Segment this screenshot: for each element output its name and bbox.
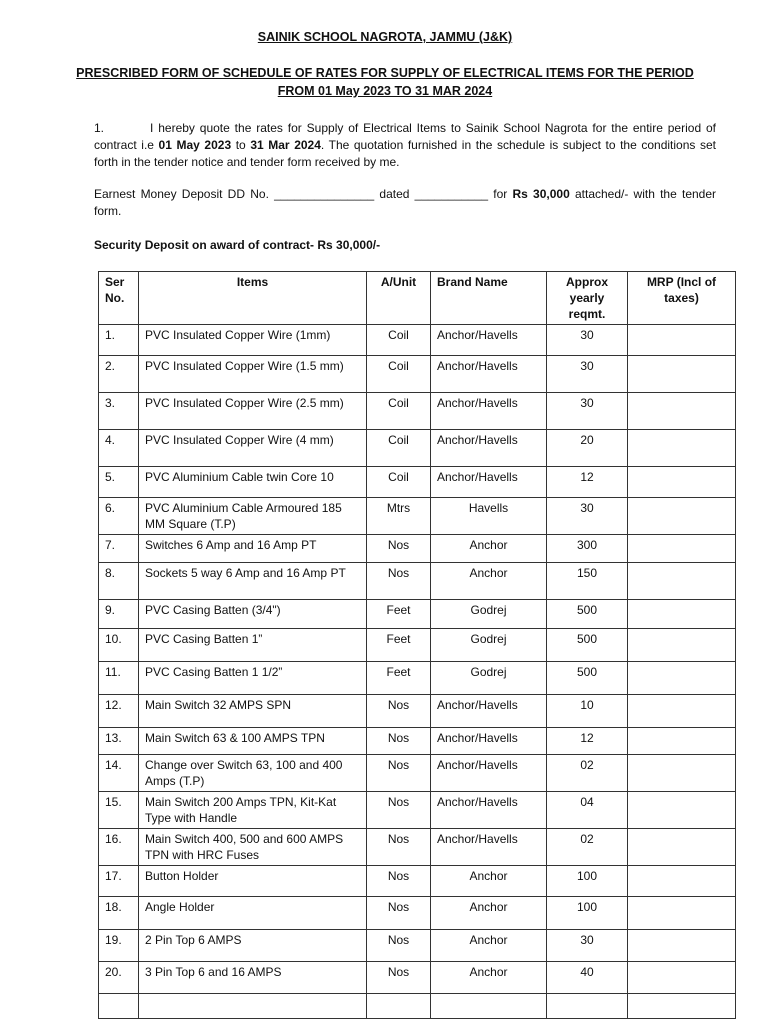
ser-cell: 15. xyxy=(99,792,139,829)
unit-cell: Coil xyxy=(367,393,431,430)
mrp-cell xyxy=(628,829,736,866)
mrp-cell xyxy=(628,897,736,930)
form-title-line1: PRESCRIBED FORM OF SCHEDULE OF RATES FOR SUPPLY OF ELECTRICAL ITEMS FOR THE PERIOD xyxy=(76,66,694,80)
ser-cell: 5. xyxy=(99,467,139,498)
brand-cell: Anchor xyxy=(431,962,547,994)
unit-cell: Coil xyxy=(367,467,431,498)
empty-cell xyxy=(367,994,431,1019)
unit-cell: Nos xyxy=(367,563,431,600)
item-cell: PVC Casing Batten 1 1/2” xyxy=(139,662,367,695)
security-deposit-note: Security Deposit on award of contract- Rs 30,000/- xyxy=(94,238,381,252)
qty-cell: 10 xyxy=(547,695,628,728)
table-row xyxy=(99,728,736,755)
mrp-cell xyxy=(628,467,736,498)
ser-cell: 4. xyxy=(99,430,139,467)
mrp-cell xyxy=(628,695,736,728)
unit-cell: Feet xyxy=(367,600,431,629)
header-items: Items xyxy=(139,272,367,325)
ser-cell: 18. xyxy=(99,897,139,930)
mrp-cell xyxy=(628,930,736,962)
mrp-cell xyxy=(628,393,736,430)
date-from: 01 May 2023 xyxy=(158,138,232,152)
qty-cell: 12 xyxy=(547,467,628,498)
qty-cell: 100 xyxy=(547,866,628,897)
unit-cell: Nos xyxy=(367,897,431,930)
ser-cell: 17. xyxy=(99,866,139,897)
table-row xyxy=(99,792,736,829)
qty-cell: 40 xyxy=(547,962,628,994)
brand-cell: Anchor/Havells xyxy=(431,356,547,393)
item-cell: PVC Insulated Copper Wire (4 mm) xyxy=(139,430,367,467)
qty-cell: 30 xyxy=(547,498,628,535)
brand-cell: Anchor xyxy=(431,897,547,930)
unit-cell: Coil xyxy=(367,325,431,356)
mrp-cell xyxy=(628,356,736,393)
paragraph-emd: Earnest Money Deposit DD No. _______________ dated ___________ for Rs 30,000 attached/- with the tender form. xyxy=(94,187,717,218)
qty-cell: 500 xyxy=(547,629,628,662)
unit-cell: Feet xyxy=(367,629,431,662)
paragraph-1: 1. I hereby quote the rates for Supply of Electrical Items to Sainik School Nagrota for the entire period of contract i.e 01 May 2023 to 31 Mar 2024. The quotation furnished in the schedule is subject to the conditions set forth in the tender notice and tender form received by me. xyxy=(94,121,717,169)
ser-cell: 20. xyxy=(99,962,139,994)
qty-cell: 02 xyxy=(547,755,628,792)
unit-cell: Nos xyxy=(367,866,431,897)
table-row xyxy=(99,695,736,728)
item-cell: Main Switch 63 & 100 AMPS TPN xyxy=(139,728,367,755)
table-row xyxy=(99,930,736,962)
table-row xyxy=(99,498,736,535)
brand-cell: Godrej xyxy=(431,600,547,629)
qty-cell: 150 xyxy=(547,563,628,600)
unit-cell: Nos xyxy=(367,535,431,563)
qty-cell: 30 xyxy=(547,356,628,393)
unit-cell: Nos xyxy=(367,695,431,728)
table-row xyxy=(99,866,736,897)
ser-cell: 13. xyxy=(99,728,139,755)
schedule-table xyxy=(98,271,736,1019)
brand-cell: Anchor xyxy=(431,930,547,962)
table-row xyxy=(99,563,736,600)
header-ser: Ser No. xyxy=(99,272,139,325)
mrp-cell xyxy=(628,325,736,356)
ser-cell: 7. xyxy=(99,535,139,563)
table-row xyxy=(99,467,736,498)
unit-cell: Mtrs xyxy=(367,498,431,535)
header-mrp: MRP (Incl of taxes) xyxy=(628,272,736,325)
brand-cell: Anchor/Havells xyxy=(431,755,547,792)
mrp-cell xyxy=(628,728,736,755)
empty-cell xyxy=(628,994,736,1019)
brand-cell: Godrej xyxy=(431,629,547,662)
empty-cell xyxy=(431,994,547,1019)
ser-cell: 9. xyxy=(99,600,139,629)
form-title-line2: FROM 01 May 2023 TO 31 MAR 2024 xyxy=(277,84,493,98)
emd-amount: Rs 30,000 xyxy=(512,187,570,201)
unit-cell: Coil xyxy=(367,430,431,467)
qty-cell: 02 xyxy=(547,829,628,866)
item-cell: PVC Insulated Copper Wire (1mm) xyxy=(139,325,367,356)
brand-cell: Anchor/Havells xyxy=(431,430,547,467)
table-header-row xyxy=(99,272,736,325)
ser-cell: 19. xyxy=(99,930,139,962)
ser-cell: 1. xyxy=(99,325,139,356)
ser-cell: 16. xyxy=(99,829,139,866)
ser-cell: 11. xyxy=(99,662,139,695)
date-to: 31 Mar 2024 xyxy=(250,138,321,152)
brand-cell: Anchor/Havells xyxy=(431,393,547,430)
item-cell: Main Switch 200 Amps TPN, Kit-Kat Type with Handle xyxy=(139,792,367,829)
mrp-cell xyxy=(628,662,736,695)
unit-cell: Coil xyxy=(367,356,431,393)
mrp-cell xyxy=(628,600,736,629)
table-row xyxy=(99,393,736,430)
unit-cell: Nos xyxy=(367,829,431,866)
mrp-cell xyxy=(628,430,736,467)
mrp-cell xyxy=(628,498,736,535)
table-row xyxy=(99,356,736,393)
ser-cell: 2. xyxy=(99,356,139,393)
table-row-partial xyxy=(99,994,736,1019)
unit-cell: Feet xyxy=(367,662,431,695)
item-cell: Button Holder xyxy=(139,866,367,897)
mrp-cell xyxy=(628,792,736,829)
item-cell: Main Switch 32 AMPS SPN xyxy=(139,695,367,728)
mrp-cell xyxy=(628,866,736,897)
brand-cell: Anchor xyxy=(431,563,547,600)
qty-cell: 20 xyxy=(547,430,628,467)
item-cell: Main Switch 400, 500 and 600 AMPS TPN with HRC Fuses xyxy=(139,829,367,866)
item-cell: PVC Casing Batten 1” xyxy=(139,629,367,662)
item-cell: PVC Aluminium Cable Armoured 185 MM Square (T.P) xyxy=(139,498,367,535)
ser-cell: 10. xyxy=(99,629,139,662)
item-cell: Switches 6 Amp and 16 Amp PT xyxy=(139,535,367,563)
mrp-cell xyxy=(628,535,736,563)
unit-cell: Nos xyxy=(367,755,431,792)
empty-cell xyxy=(547,994,628,1019)
school-title: SAINIK SCHOOL NAGROTA, JAMMU (J&K) xyxy=(257,30,513,44)
table-row xyxy=(99,962,736,994)
unit-cell: Nos xyxy=(367,930,431,962)
table-row xyxy=(99,535,736,563)
table-row xyxy=(99,829,736,866)
item-cell: Angle Holder xyxy=(139,897,367,930)
paragraph-number: 1. xyxy=(94,121,105,135)
brand-cell: Anchor/Havells xyxy=(431,728,547,755)
ser-cell: 8. xyxy=(99,563,139,600)
mrp-cell xyxy=(628,962,736,994)
brand-cell: Anchor/Havells xyxy=(431,695,547,728)
item-cell: PVC Insulated Copper Wire (1.5 mm) xyxy=(139,356,367,393)
table-row xyxy=(99,662,736,695)
qty-cell: 500 xyxy=(547,662,628,695)
mrp-cell xyxy=(628,629,736,662)
qty-cell: 30 xyxy=(547,325,628,356)
item-cell: 2 Pin Top 6 AMPS xyxy=(139,930,367,962)
mrp-cell xyxy=(628,563,736,600)
brand-cell: Godrej xyxy=(431,662,547,695)
table-row xyxy=(99,430,736,467)
ser-cell: 6. xyxy=(99,498,139,535)
qty-cell: 04 xyxy=(547,792,628,829)
table-row xyxy=(99,325,736,356)
unit-cell: Nos xyxy=(367,962,431,994)
brand-cell: Anchor/Havells xyxy=(431,829,547,866)
qty-cell: 30 xyxy=(547,930,628,962)
brand-cell: Anchor/Havells xyxy=(431,467,547,498)
qty-cell: 300 xyxy=(547,535,628,563)
brand-cell: Anchor xyxy=(431,535,547,563)
table-row xyxy=(99,897,736,930)
empty-cell xyxy=(99,994,139,1019)
qty-cell: 100 xyxy=(547,897,628,930)
item-cell: 3 Pin Top 6 and 16 AMPS xyxy=(139,962,367,994)
unit-cell: Nos xyxy=(367,728,431,755)
header-brand: Brand Name xyxy=(431,272,547,325)
brand-cell: Anchor/Havells xyxy=(431,325,547,356)
item-cell: PVC Casing Batten (3/4") xyxy=(139,600,367,629)
ser-cell: 14. xyxy=(99,755,139,792)
header-unit: A/Unit xyxy=(367,272,431,325)
mrp-cell xyxy=(628,755,736,792)
qty-cell: 500 xyxy=(547,600,628,629)
qty-cell: 12 xyxy=(547,728,628,755)
ser-cell: 3. xyxy=(99,393,139,430)
header-qty: Approx yearly reqmt. xyxy=(547,272,628,325)
item-cell: Sockets 5 way 6 Amp and 16 Amp PT xyxy=(139,563,367,600)
empty-cell xyxy=(139,994,367,1019)
qty-cell: 30 xyxy=(547,393,628,430)
ser-cell: 12. xyxy=(99,695,139,728)
item-cell: PVC Aluminium Cable twin Core 10 xyxy=(139,467,367,498)
unit-cell: Nos xyxy=(367,792,431,829)
item-cell: PVC Insulated Copper Wire (2.5 mm) xyxy=(139,393,367,430)
table-row xyxy=(99,600,736,629)
table-row xyxy=(99,629,736,662)
item-cell: Change over Switch 63, 100 and 400 Amps (T.P) xyxy=(139,755,367,792)
table-row xyxy=(99,755,736,792)
brand-cell: Havells xyxy=(431,498,547,535)
brand-cell: Anchor xyxy=(431,866,547,897)
brand-cell: Anchor/Havells xyxy=(431,792,547,829)
